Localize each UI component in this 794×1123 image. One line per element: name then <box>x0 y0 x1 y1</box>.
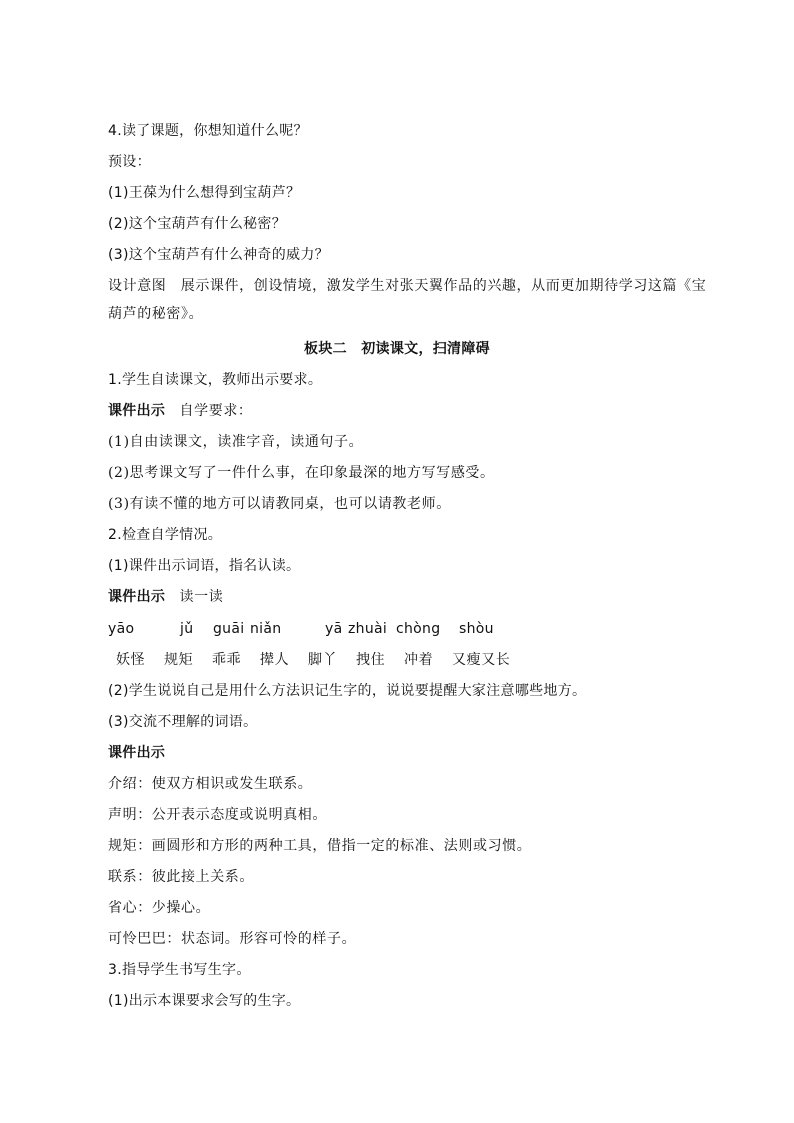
definition-6: 可怜巴巴：状态词。形容可怜的样子。 <box>108 931 357 947</box>
step-2: 2.检查自学情况。 <box>108 527 223 543</box>
definition-1: 介绍：使双方相识或发生联系。 <box>108 776 313 792</box>
pinyin: niǎn <box>250 621 282 637</box>
check-2: (2)学生说说自己是用什么方法识记生字的，说说要提醒大家注意哪些地方。 <box>108 683 587 699</box>
courseware-show-3: 课件出示 <box>108 745 166 761</box>
section-title: 板块二 初读课文，扫清障碍 <box>304 341 490 357</box>
pinyin: zhuài <box>348 621 388 637</box>
requirement-1: (1)自由读课文，读准字音，读通句子。 <box>108 434 364 450</box>
definition-2: 声明：公开表示态度或说明真相。 <box>108 807 327 823</box>
pinyin: guāi <box>213 621 245 637</box>
definition-5: 省心：少操心。 <box>108 900 211 916</box>
pinyin: shòu <box>459 621 494 637</box>
word-row <box>108 650 708 670</box>
vocab-word: 拽住 <box>356 652 386 668</box>
preset-item-1: (1)王葆为什么想得到宝葫芦？ <box>108 185 301 201</box>
courseware-show-label: 课件出示 <box>108 403 166 419</box>
writing-1: (1)出示本课要求会写的生字。 <box>108 993 301 1009</box>
vocab-word: 规矩 <box>164 652 194 668</box>
preset-label: 预设： <box>108 154 151 170</box>
definition-4: 联系：彼此接上关系。 <box>108 869 254 885</box>
vocab-word: 撵人 <box>260 652 290 668</box>
self-study-requirements: 自学要求： <box>179 403 253 419</box>
courseware-show-2 <box>108 587 223 607</box>
requirement-2: (2)思考课文写了一件什么事，在印象最深的地方写写感受。 <box>108 465 495 481</box>
preset-item-3: (3)这个宝葫芦有什么神奇的威力？ <box>108 247 329 263</box>
pinyin: yāo <box>108 621 135 637</box>
requirement-3: (3)有读不懂的地方可以请教同桌，也可以请教老师。 <box>108 496 451 512</box>
design-intent <box>108 272 720 328</box>
vocab-word: 冲着 <box>404 652 434 668</box>
check-1: (1)课件出示词语，指名认读。 <box>108 558 301 574</box>
vocab-word: 脚丫 <box>308 652 338 668</box>
design-intent-label: 设计意图 <box>108 278 167 294</box>
pinyin-row <box>108 619 708 639</box>
vocab-word: 乖乖 <box>212 652 242 668</box>
courseware-show-1 <box>108 401 253 421</box>
pinyin: jǔ <box>180 621 194 637</box>
step-3: 3.指导学生书写生字。 <box>108 962 251 978</box>
step-1: 1.学生自读课文，教师出示要求。 <box>108 372 323 388</box>
check-3: (3)交流不理解的词语。 <box>108 714 258 730</box>
definition-3: 规矩：画圆形和方形的两种工具，借指一定的标准、法则或习惯。 <box>108 838 532 854</box>
vocab-word: 妖怪 <box>116 652 146 668</box>
question-4: 4.读了课题，你想知道什么呢？ <box>108 123 308 139</box>
read-aloud-label: 读一读 <box>179 589 224 605</box>
design-intent-text: 展示课件，创设情境，激发学生对张天翼作品的兴趣，从而更加期待学习这篇《宝葫芦的秘密》。 <box>108 278 707 322</box>
pinyin: yā <box>325 621 343 637</box>
pinyin: chòng <box>396 621 441 637</box>
vocab-word: 又瘦又长 <box>452 652 511 668</box>
preset-item-2: (2)这个宝葫芦有什么秘密？ <box>108 216 287 232</box>
courseware-show-label: 课件出示 <box>108 589 166 605</box>
